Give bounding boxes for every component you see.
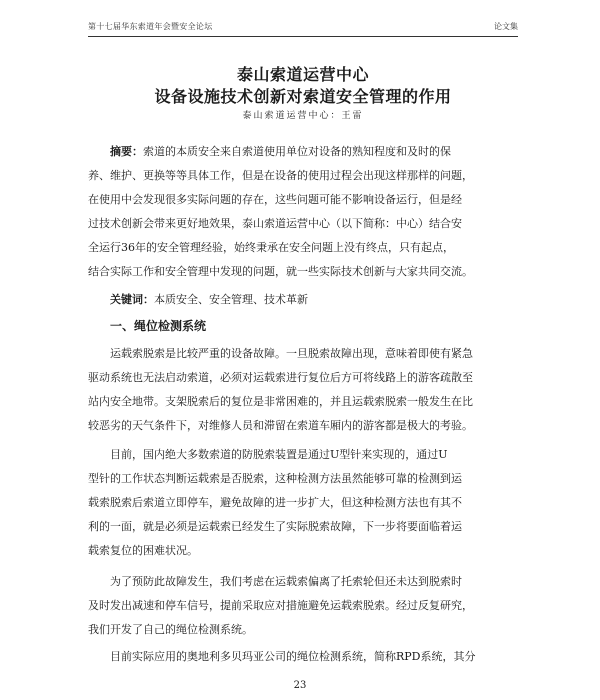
title-line-2: 设备设施技术创新对索道安全管理的作用 (154, 87, 452, 106)
paragraph-line: 驱动系统也无法启动索道，必须对运载索进行复位后方可将线路上的游客疏散至 (88, 371, 473, 384)
paragraph-line: 为了预防此故障发生，我们考虑在运载索偏离了托索轮但还未达到脱索时 (110, 575, 462, 588)
page-number: 23 (293, 680, 307, 691)
paragraph-line: 载索脱索后索道立即停车，避免故障的进一步扩大，但这种检测方法也有其不 (88, 496, 462, 509)
paragraph-line: 运载索脱索是比较严重的设备故障。一旦脱索故障出现，意味着即使有紧急 (110, 347, 473, 360)
body-paragraph-1 (88, 342, 518, 438)
body-paragraph-2 (88, 443, 518, 563)
header-divider (88, 36, 518, 37)
title-line-1: 泰山索道运营中心 (236, 65, 369, 84)
paragraph-line: 站内安全地带。支架脱索后的复位是非常困难的，并且运载索脱索一般发生在比 (88, 395, 473, 408)
abstract-line: 在使用中会发现很多实际问题的存在，这些问题可能不影响设备运行，但是经 (88, 193, 462, 206)
abstract-line: 过技术创新会带来更好地效果，泰山索道运营中心（以下简称：中心）结合安 (88, 217, 462, 230)
abstract-label: 摘要： (110, 145, 143, 158)
paragraph-line: 载索复位的困难状况。 (88, 544, 198, 557)
keywords-text: 本质安全、安全管理、技术革新 (154, 293, 308, 306)
body-paragraph-3 (88, 570, 518, 642)
abstract (88, 140, 518, 284)
paragraph-line: 我们开发了自己的绳位检测系统。 (88, 623, 253, 636)
abstract-line (88, 140, 518, 164)
abstract-text: 索道的本质安全来自索道使用单位对设备的熟知程度和及时的保 (143, 145, 451, 158)
paragraph-line: 目前实际应用的奥地利多贝玛亚公司的绳位检测系统，简称RPD系统，其分 (110, 650, 476, 663)
abstract-line: 结合实际工作和安全管理中发现的问题，就一些实际技术创新与大家共同交流。 (88, 265, 473, 278)
paragraph-line: 及时发出减速和停车信号，提前采取应对措施避免运载索脱索。经过反复研究， (88, 599, 473, 612)
paragraph-line: 目前，国内绝大多数索道的防脱索装置是通过U型针来实现的，通过U (110, 448, 448, 461)
keywords-label: 关键词： (110, 293, 154, 306)
header-conference-name: 第十七届华东索道年会暨安全论坛 (88, 22, 213, 31)
running-header (88, 21, 518, 35)
section-heading: 一、绳位检测系统 (110, 319, 207, 333)
abstract-line: 全运行36年的安全管理经验，始终秉承在安全问题上没有终点，只有起点， (88, 241, 454, 254)
paragraph-line: 利的一面，就是必须是运载索已经发生了实际脱索故障，下一步将要面临着运 (88, 520, 462, 533)
header-collection-label: 论文集 (494, 22, 518, 31)
author-line: 泰山索道运营中心：王雷 (242, 111, 364, 121)
abstract-line: 养、维护、更换等等具体工作，但是在设备的使用过程会出现这样那样的问题， (88, 169, 473, 182)
body-paragraph-4 (88, 645, 518, 669)
keywords (88, 288, 518, 312)
paragraph-line: 较恶劣的天气条件下，对维修人员和滞留在索道车厢内的游客都是极大的考验。 (88, 419, 473, 432)
paragraph-line: 型针的工作状态判断运载索是否脱索，这种检测方法虽然能够可靠的检测到运 (88, 472, 462, 485)
